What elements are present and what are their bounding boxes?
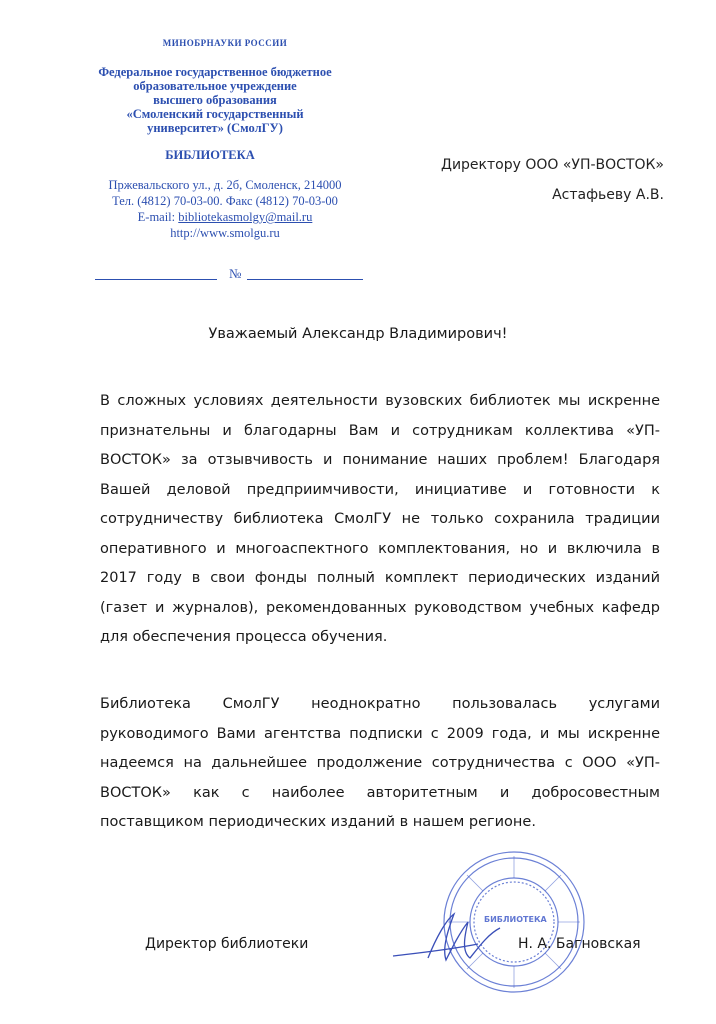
ministry-name: МИНОБРНАУКИ РОССИИ bbox=[162, 38, 288, 48]
signatory-title: Директор библиотеки bbox=[145, 936, 309, 952]
number-sign: № bbox=[229, 266, 242, 281]
address: Пржевальского ул., д. 2б, Смоленск, 214000 bbox=[108, 178, 342, 192]
registration-number-line bbox=[95, 266, 363, 280]
org-line: «Смоленский государственный bbox=[126, 107, 304, 121]
signatory-name: Н. А. Багновская bbox=[518, 936, 641, 952]
website-link[interactable]: http://www.smolgu.ru bbox=[170, 226, 280, 240]
phone-fax: Тел. (4812) 70-03-00. Факс (4812) 70-03-00 bbox=[112, 194, 338, 208]
contact-block bbox=[50, 177, 400, 241]
body-paragraph-2: Библиотека СмолГУ неоднократно пользовалась услугами руководимого Вами агентства подписки с 2009 года, и мы искренне надеемся на дальнейшее продолжение сотрудничества с ООО «УП-ВОСТОК» как с наиболее авторитетным и добросовестным поставщиком периодических изданий в нашем регионе. bbox=[100, 696, 660, 830]
stamp-center-text: БИБЛИОТЕКА bbox=[484, 915, 547, 924]
org-line: Федеральное государственное бюджетное bbox=[98, 65, 332, 79]
addressee-name: Астафьеву А.В. bbox=[552, 187, 664, 203]
addressee-block bbox=[441, 150, 664, 210]
letterhead bbox=[70, 38, 400, 241]
salutation: Уважаемый Александр Владимирович! bbox=[208, 326, 508, 342]
email-label: E-mail: bbox=[137, 210, 179, 224]
org-line: университет» (СмолГУ) bbox=[147, 121, 283, 135]
email-line bbox=[50, 209, 400, 225]
email-link[interactable]: bibliotekasmolgy@mail.ru bbox=[178, 210, 313, 224]
org-line: высшего образования bbox=[153, 93, 277, 107]
department-name: БИБЛИОТЕКА bbox=[165, 148, 255, 162]
date-blank bbox=[95, 279, 217, 280]
addressee-position: Директору ООО «УП-ВОСТОК» bbox=[441, 157, 664, 173]
organization-name bbox=[30, 65, 400, 135]
number-blank bbox=[247, 279, 363, 280]
body-paragraph-1: В сложных условиях деятельности вузовских библиотек мы искренне признательны и благодарны Вам и сотрудникам коллектива «УП-ВОСТОК» за отзывчивость и понимание наших проблем! Благодаря Вашей деловой предприимчивости, инициативе и готовности к сотрудничеству библиотека СмолГУ не только сохранила традиции оперативного и многоаспектного комплектования, но и включила в 2017 году в свои фонды полный комплект периодических изданий (газет и журналов), рекомендованных руководством учебных кафедр для обеспечения процесса обучения. bbox=[100, 393, 660, 645]
org-line: образовательное учреждение bbox=[133, 79, 297, 93]
